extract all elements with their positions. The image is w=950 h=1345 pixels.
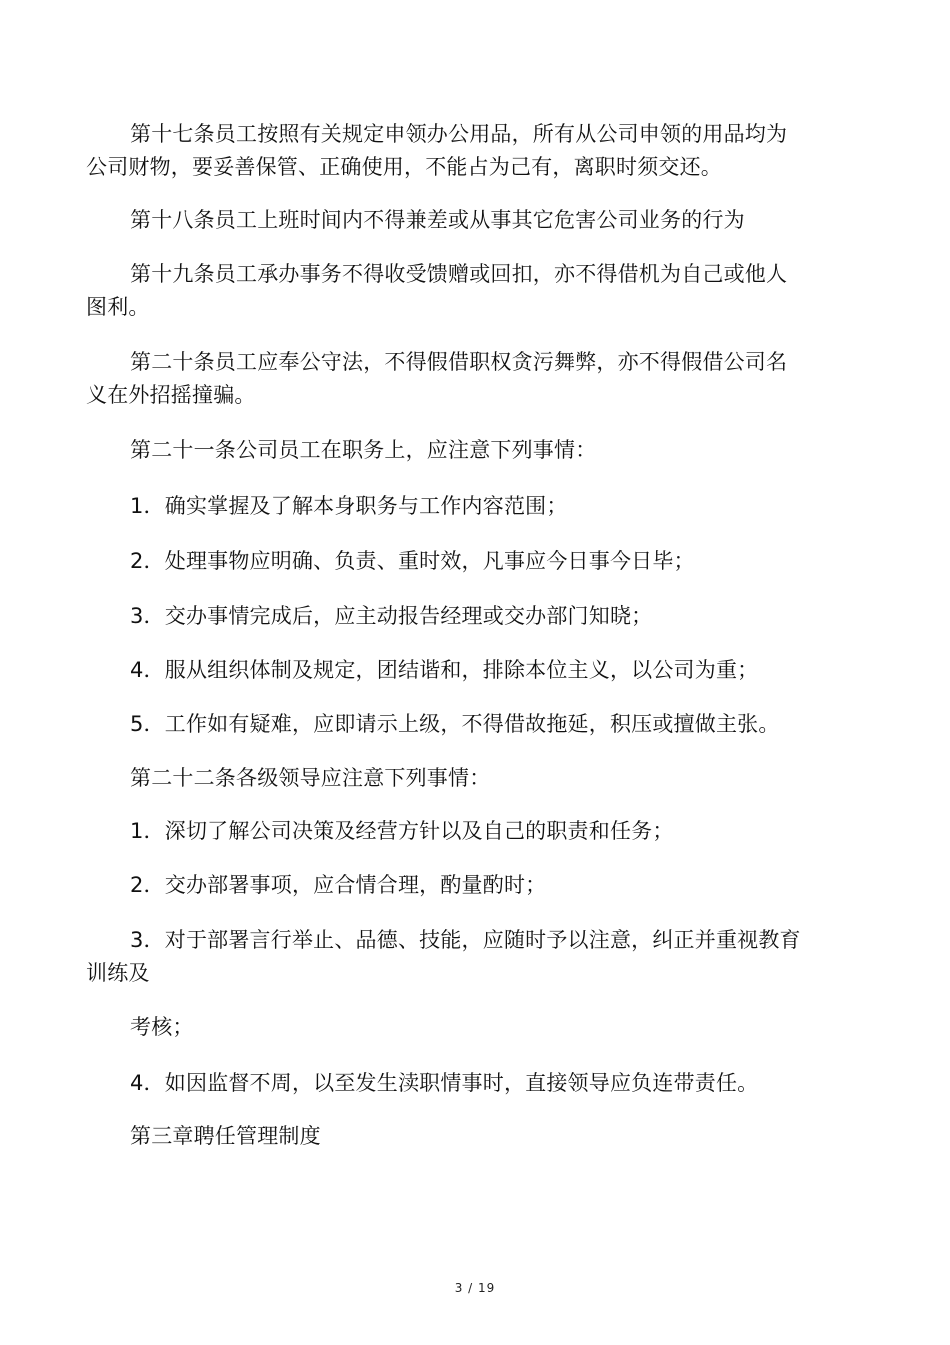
list-item: 2．交办部署事项，应合情合理，酌量酌时； [130, 873, 547, 897]
list-item: 4．如因监督不周，以至发生渎职情事时，直接领导应负连带责任。 [130, 1071, 759, 1095]
list-item: 4．服从组织体制及规定，团结谐和，排除本位主义，以公司为重； [130, 658, 759, 682]
paragraph-article-19: 第十九条员工承办事务不得收受馈赠或回扣，亦不得借机为自己或他人图利。 [86, 262, 788, 319]
list-item-continuation: 考核； [130, 1015, 194, 1039]
list-item: 1．深切了解公司决策及经营方针以及自己的职责和任务； [130, 819, 674, 843]
paragraph-article-20: 第二十条员工应奉公守法，不得假借职权贪污舞弊，亦不得假借公司名义在外招摇撞骗。 [86, 350, 788, 407]
paragraph-article-18: 第十八条员工上班时间内不得兼差或从事其它危害公司业务的行为 [130, 208, 745, 232]
paragraph-article-17: 第十七条员工按照有关规定申领办公用品，所有从公司申领的用品均为公司财物，要妥善保管、正确使用，不能占为己有，离职时须交还。 [86, 122, 788, 179]
page-number: 3 / 19 [454, 1281, 496, 1295]
list-item: 1．确实掌握及了解本身职务与工作内容范围； [130, 494, 568, 518]
list-item: 5．工作如有疑难，应即请示上级，不得借故拖延，积压或擅做主张。 [130, 712, 780, 736]
list-item: 3．交办事情完成后，应主动报告经理或交办部门知晓； [130, 604, 653, 628]
list-item: 3．对于部署言行举止、品德、技能，应随时予以注意，纠正并重视教育训练及 [86, 928, 801, 985]
paragraph-article-22: 第二十二条各级领导应注意下列事情： [130, 766, 491, 790]
chapter-heading: 第三章聘任管理制度 [130, 1124, 321, 1148]
paragraph-article-21: 第二十一条公司员工在职务上，应注意下列事情： [130, 438, 597, 462]
list-item: 2．处理事物应明确、负责、重时效，凡事应今日事今日毕； [130, 549, 695, 573]
